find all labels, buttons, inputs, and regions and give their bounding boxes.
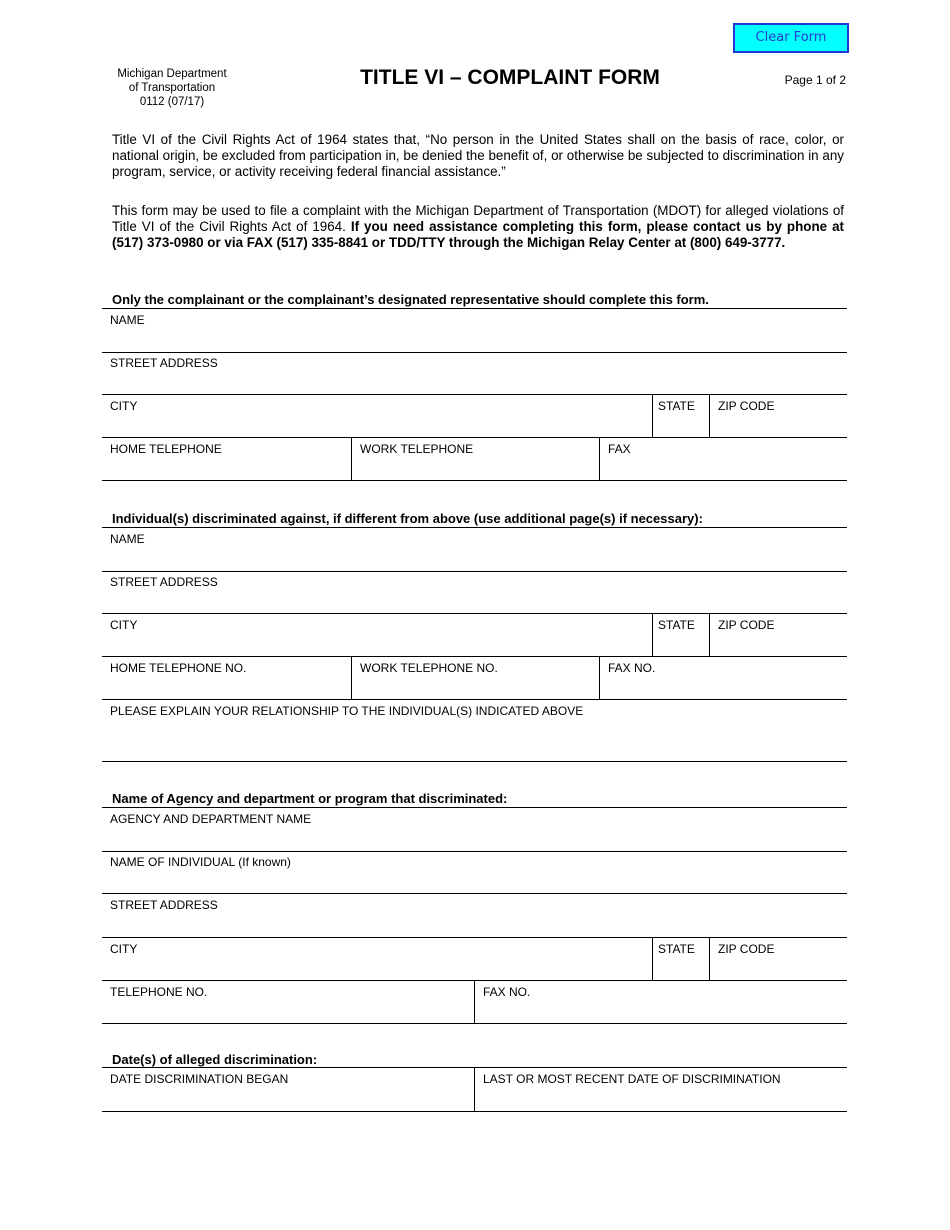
agency-street-field[interactable] [102, 894, 847, 938]
individual-street-field[interactable] [102, 571, 847, 614]
complainant-phone-row [102, 438, 847, 481]
home-phone-label: HOME TELEPHONE [110, 442, 222, 456]
name-label: NAME [110, 532, 145, 546]
state-label: STATE [658, 618, 695, 632]
city-label: CITY [110, 942, 138, 956]
complainant-street-field[interactable] [102, 352, 847, 395]
individual-city-field[interactable] [102, 614, 652, 656]
complainant-heading: Only the complainant or the complainant’s designated representative should complete this form. [112, 292, 709, 307]
work-phone-label: WORK TELEPHONE [360, 442, 474, 456]
agency-city-field[interactable] [102, 938, 652, 980]
individual-home-phone-field[interactable] [102, 657, 351, 699]
page-number: Page 1 of 2 [784, 73, 846, 87]
zip-label: ZIP CODE [718, 942, 775, 956]
individual-zip-field[interactable] [709, 614, 847, 656]
clear-form-button[interactable]: Clear Form [733, 23, 849, 53]
fax-label: FAX NO. [483, 985, 531, 999]
intro-p2-text: This form may be used to file a complaint with the Michigan Department of Transportation (MDOT) for alleged violations of Title VI of the Civil Rights Act of 1964. [112, 203, 844, 234]
form-title: TITLE VI – COMPLAINT FORM [360, 66, 660, 89]
state-label: STATE [658, 399, 695, 413]
complainant-city-field[interactable] [102, 395, 652, 437]
agency-line-1: Michigan Department [117, 68, 227, 80]
zip-label: ZIP CODE [718, 618, 775, 632]
complainant-city-row [102, 395, 847, 438]
agency-name-label: AGENCY AND DEPARTMENT NAME [110, 812, 312, 826]
agency-state-field[interactable] [652, 938, 710, 980]
date-recent-field[interactable] [474, 1068, 847, 1111]
complainant-home-phone-field[interactable] [102, 438, 351, 480]
individual-name-label: NAME OF INDIVIDUAL (If known) [110, 855, 291, 869]
date-began-field[interactable] [102, 1068, 474, 1111]
agency-individual-field[interactable] [102, 851, 847, 894]
relationship-field[interactable] [102, 700, 847, 762]
relationship-label: PLEASE EXPLAIN YOUR RELATIONSHIP TO THE INDIVIDUAL(S) INDICATED ABOVE [110, 704, 584, 718]
intro-paragraph-1: Title VI of the Civil Rights Act of 1964 states that, “No person in the United States shall on the basis of race, color, or national origin, be excluded from participation in, be denied the benefit of, or otherwise be subjected to discrimination in any program, service, or activity receiving federal financial assistance.” [112, 132, 844, 179]
complainant-state-field[interactable] [652, 395, 710, 437]
street-label: STREET ADDRESS [110, 575, 218, 589]
dates-row [102, 1067, 847, 1112]
phone-label: TELEPHONE NO. [110, 985, 208, 999]
individual-state-field[interactable] [652, 614, 710, 656]
street-label: STREET ADDRESS [110, 898, 218, 912]
date-began-label: DATE DISCRIMINATION BEGAN [110, 1072, 289, 1086]
intro-p2-contact: If you need assistance completing this form, please contact us by phone at (517) 373-0980 or via FAX (517) 335-8841 or TDD/TTY through the Michigan Relay Center at (800) 649-3777. [112, 219, 844, 250]
date-recent-label: LAST OR MOST RECENT DATE OF DISCRIMINATION [483, 1072, 781, 1086]
work-phone-label: WORK TELEPHONE NO. [360, 661, 498, 675]
agency-block [108, 67, 236, 109]
agency-city-row [102, 938, 847, 981]
city-label: CITY [110, 399, 138, 413]
agency-phone-row [102, 981, 847, 1024]
individual-heading: Individual(s) discriminated against, if different from above (use additional page(s) if necessary): [112, 511, 703, 526]
name-label: NAME [110, 313, 145, 327]
fax-label: FAX NO. [608, 661, 656, 675]
individual-city-row [102, 614, 847, 657]
home-phone-label: HOME TELEPHONE NO. [110, 661, 247, 675]
agency-phone-field[interactable] [102, 981, 474, 1023]
individual-phone-row [102, 657, 847, 700]
individual-name-field[interactable] [102, 527, 847, 572]
agency-heading: Name of Agency and department or program that discriminated: [112, 791, 508, 806]
dates-heading: Date(s) of alleged discrimination: [112, 1052, 318, 1067]
zip-label: ZIP CODE [718, 399, 775, 413]
form-number: 0112 (07/17) [139, 96, 205, 108]
complainant-fax-field[interactable] [599, 438, 847, 480]
city-label: CITY [110, 618, 138, 632]
intro-paragraph-2 [112, 203, 844, 251]
individual-work-phone-field[interactable] [351, 657, 600, 699]
agency-line-2: of Transportation [128, 82, 216, 94]
agency-name-field[interactable] [102, 807, 847, 852]
fax-label: FAX [608, 442, 631, 456]
state-label: STATE [658, 942, 695, 956]
complainant-zip-field[interactable] [709, 395, 847, 437]
complainant-work-phone-field[interactable] [351, 438, 600, 480]
agency-fax-field[interactable] [474, 981, 847, 1023]
agency-zip-field[interactable] [709, 938, 847, 980]
street-label: STREET ADDRESS [110, 356, 218, 370]
individual-fax-field[interactable] [599, 657, 847, 699]
complainant-name-field[interactable] [102, 308, 847, 353]
